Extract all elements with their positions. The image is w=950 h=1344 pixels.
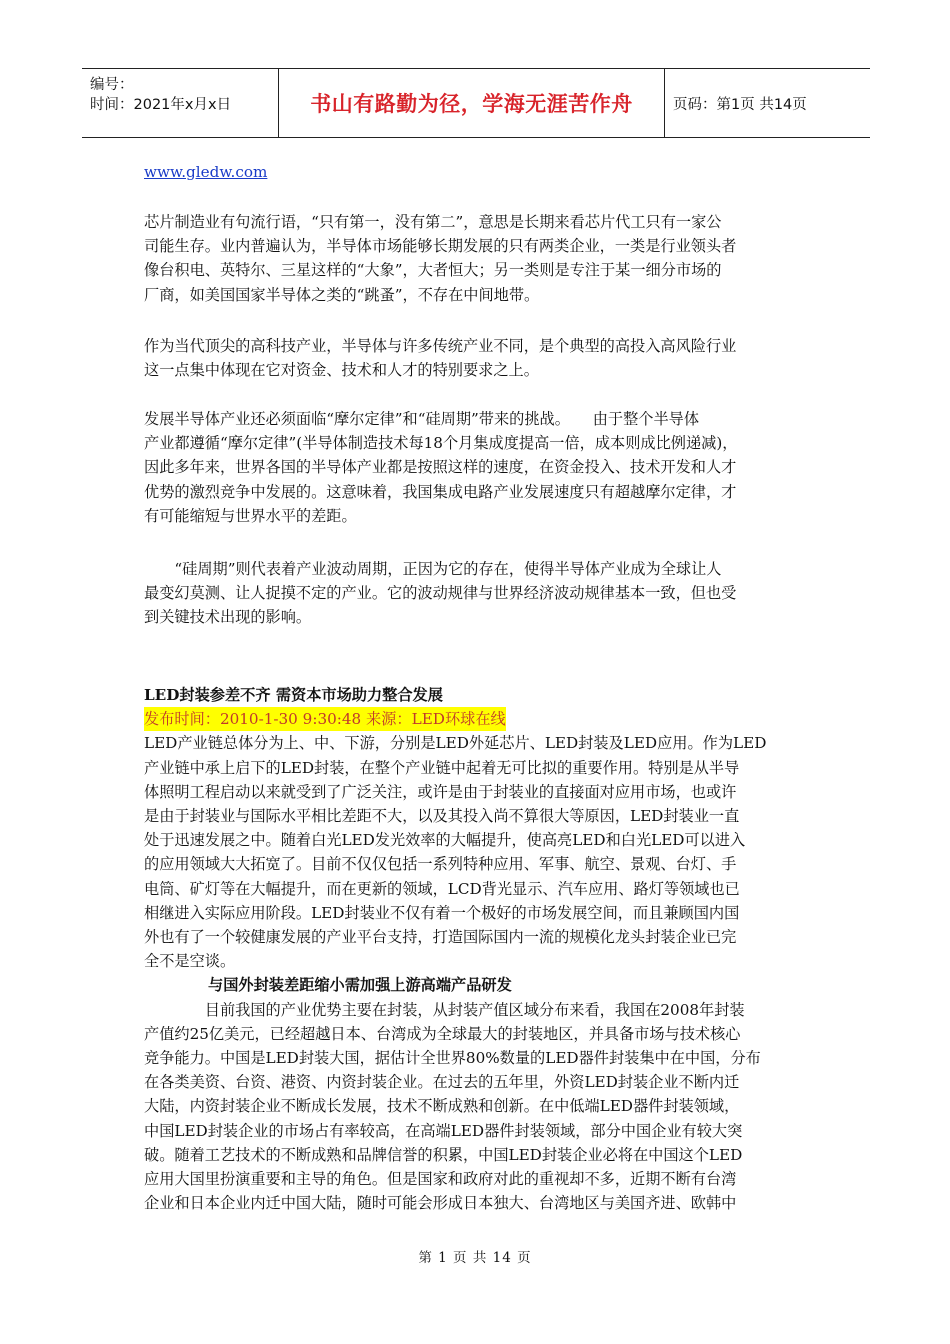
paragraph-line: 这一点集中体现在它对资金、技术和人才的特别要求之上。 bbox=[144, 361, 539, 380]
paragraph-2 bbox=[144, 334, 816, 382]
paragraph-line: 优势的激烈竞争中发展的。这意味着，我国集成电路产业发展速度只有超越摩尔定律，才 bbox=[144, 482, 737, 501]
page-footer: 第 1 页 共 14 页 bbox=[418, 1250, 532, 1266]
article-line: 破。随着工艺技术的不断成熟和品牌信誉的积累，中国LED封装企业必将在中国这个LED bbox=[144, 1145, 743, 1164]
article-line: 处于迅速发展之中。随着白光LED发光效率的大幅提升，使高亮LED和白光LED可以进入 bbox=[144, 831, 746, 850]
doc-number-label: 编号： bbox=[90, 77, 134, 93]
paragraph-line: 芯片制造业有句流行语，“只有第一，没有第二”，意思是长期来看芯片代工只有一家公 bbox=[144, 213, 722, 231]
article-line: 外也有了一个较健康发展的产业平台支持，打造国际国内一流的规模化龙头封装企业已完 bbox=[144, 928, 737, 947]
paragraph-1 bbox=[144, 210, 816, 307]
site-link-block bbox=[144, 160, 816, 184]
paragraph-line: “硅周期”则代表着产业波动周期，正因为它的存在，使得半导体产业成为全球让人 bbox=[144, 560, 722, 578]
paragraph-line: 发展半导体产业还必须面临“摩尔定律”和“硅周期”带来的挑战。 由于整个半导体 bbox=[144, 410, 700, 428]
paragraph-line: 像台积电、英特尔、三星这样的“大象”，大者恒大；另一类则是专注于某一细分市场的 bbox=[144, 261, 722, 280]
paragraph-line: 司能生存。业内普遍认为，半导体市场能够长期发展的只有两类企业，一类是行业领头者 bbox=[144, 237, 737, 256]
paragraph-line: 厂商，如美国国家半导体之类的“跳蚤”，不存在中间地带。 bbox=[144, 285, 540, 304]
article-line: 企业和日本企业内迁中国大陆，随时可能会形成日本独大、台湾地区与美国齐进、欧韩中 bbox=[144, 1194, 737, 1213]
article-line: 大陆，内资封装企业不断成长发展，技术不断成熟和创新。在中低端LED器件封装领域， bbox=[144, 1097, 740, 1116]
article-pubinfo: 发布时间：2010-1-30 9:30:48 来源：LED环球在线 bbox=[144, 707, 506, 731]
paragraph-3 bbox=[144, 407, 816, 528]
paragraph-line: 到关键技术出现的影响。 bbox=[144, 608, 312, 627]
article-line: 竞争能力。中国是LED封装大国，据估计全世界80%数量的LED器件封装集中在中国，分布 bbox=[144, 1049, 761, 1068]
article-line: 电筒、矿灯等在大幅提升，而在更新的领域，LCD背光显示、汽车应用、路灯等领域也已 bbox=[144, 879, 740, 898]
article-line: 目前我国的产业优势主要在封装，从封装产值区域分布来看，我国在2008年封装 bbox=[144, 1000, 745, 1019]
article-line: 相继进入实际应用阶段。LED封装业不仅有着一个极好的市场发展空间，而且兼顾国内国 bbox=[144, 903, 740, 922]
article-line: 中国LED封装企业的市场占有率较高，在高端LED器件封装领域，部分中国企业有较大突 bbox=[144, 1121, 743, 1140]
article-line: 体照明工程启动以来就受到了广泛关注，或许是由于封装业的直接面对应用市场，也或许 bbox=[144, 782, 737, 801]
header-meta-cell bbox=[82, 69, 279, 137]
header-motto-cell bbox=[279, 69, 665, 137]
article-title: LED封装参差不齐 需资本市场助力整合发展 bbox=[144, 686, 443, 704]
article-line: 的应用领域大大拓宽了。目前不仅仅包括一系列特种应用、军事、航空、景观、台灯、手 bbox=[144, 855, 737, 874]
site-link[interactable]: www.gledw.com bbox=[144, 163, 268, 181]
article-line: 在各类美资、台资、港资、内资封装企业。在过去的五年里，外资LED封装企业不断内迁 bbox=[144, 1073, 740, 1092]
paragraph-line: 最变幻莫测、让人捉摸不定的产业。它的波动规律与世界经济波动规律基本一致，但也受 bbox=[144, 584, 737, 603]
header-page-info: 页码：第1页 共14页 bbox=[673, 96, 807, 113]
article-line: 全不是空谈。 bbox=[144, 952, 236, 971]
page-header bbox=[82, 68, 870, 138]
article-line: LED产业链总体分为上、中、下游，分别是LED外延芯片、LED封装及LED应用。作为LED bbox=[144, 734, 767, 753]
article-line: 应用大国里扮演重要和主导的角色。但是国家和政府对此的重视却不多，近期不断有台湾 bbox=[144, 1170, 737, 1189]
article-section bbox=[144, 683, 816, 1215]
header-page-cell bbox=[665, 69, 870, 137]
paragraph-4 bbox=[144, 557, 816, 630]
paragraph-line: 作为当代顶尖的高科技产业，半导体与许多传统产业不同，是个典型的高投入高风险行业 bbox=[144, 337, 737, 355]
paragraph-line: 因此多年来，世界各国的半导体产业都是按照这样的速度，在资金投入、技术开发和人才 bbox=[144, 458, 737, 477]
article-line: 产业链中承上启下的LED封装，在整个产业链中起着无可比拟的重要作用。特别是从半导 bbox=[144, 758, 740, 777]
article-line: 是由于封装业与国际水平相比差距不大，以及其投入尚不算很大等原因，LED封装业一直 bbox=[144, 807, 740, 826]
doc-date-label: 时间：2021年x月x日 bbox=[90, 97, 232, 113]
paragraph-line: 有可能缩短与世界水平的差距。 bbox=[144, 506, 357, 525]
header-motto: 书山有路勤为径，学海无涯苦作舟 bbox=[310, 92, 633, 116]
paragraph-line: 产业都遵循“摩尔定律”(半导体制造技术每18个月集成度提高一倍，成本则成比例递减)， bbox=[144, 434, 738, 453]
article-subheading: 与国外封装差距缩小需加强上游高端产品研发 bbox=[208, 976, 512, 995]
article-line: 产值约25亿美元，已经超越日本、台湾成为全球最大的封装地区，并具备市场与技术核心 bbox=[144, 1024, 741, 1043]
